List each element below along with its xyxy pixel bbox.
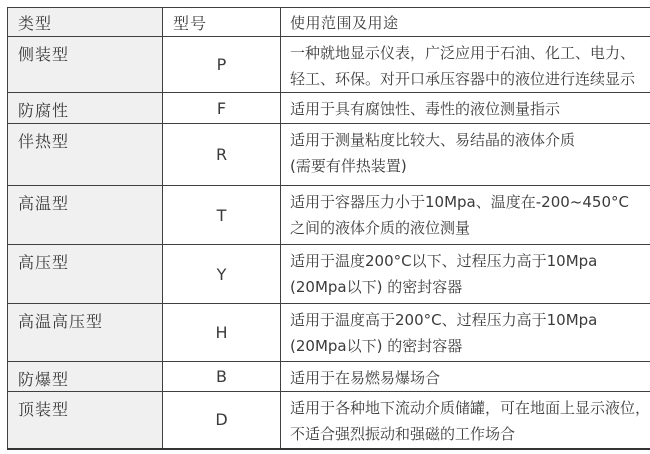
usage-line: 适用于各种地下流动介质储罐，可在地面上显示液位， — [290, 399, 650, 417]
usage-cell — [281, 93, 650, 124]
table-row — [8, 93, 650, 124]
usage-line: 适用于测量粘度比较大、易结晶的液体介质 — [290, 131, 576, 149]
usage-line: 适用于温度高于200°C、过程压力高于10Mpa — [290, 311, 598, 329]
usage-line: (需要有伴热装置) — [290, 157, 407, 175]
usage-cell — [281, 37, 650, 93]
usage-line: 不适合强烈振动和强磁的工作场合 — [290, 425, 516, 443]
table-row — [8, 37, 650, 93]
usage-line: (20Mpa以下) 的密封容器 — [290, 278, 463, 296]
header-row — [8, 8, 650, 37]
usage-line: 之间的液体介质的液位测量 — [290, 219, 471, 237]
table-row — [8, 245, 650, 304]
model-cell: D — [163, 392, 281, 449]
type-cell: 侧装型 — [8, 37, 163, 93]
model-cell: Y — [163, 245, 281, 304]
table-row — [8, 392, 650, 449]
table-body — [8, 37, 650, 449]
table-row — [8, 186, 650, 245]
table-row — [8, 362, 650, 392]
usage-line: 适用于温度200°C以下、过程压力高于10Mpa — [290, 252, 598, 270]
table-row — [8, 124, 650, 186]
model-cell: H — [163, 304, 281, 362]
spec-table — [7, 7, 650, 450]
model-cell: P — [163, 37, 281, 93]
usage-cell — [281, 392, 650, 449]
usage-cell — [281, 245, 650, 304]
model-cell: T — [163, 186, 281, 245]
header-type: 类型 — [8, 8, 163, 37]
header-model: 型号 — [163, 8, 281, 37]
usage-line: 适用于容器压力小于10Mpa、温度在-200~450°C — [290, 193, 629, 211]
usage-cell — [281, 362, 650, 392]
usage-line: 一种就地显示仪表，广泛应用于石油、化工、电力、 — [290, 44, 636, 62]
header-usage: 使用范围及用途 — [281, 8, 650, 37]
table-row — [8, 304, 650, 362]
type-cell: 高压型 — [8, 245, 163, 304]
model-cell: F — [163, 93, 281, 124]
type-cell: 顶装型 — [8, 392, 163, 449]
model-cell: B — [163, 362, 281, 392]
usage-cell — [281, 304, 650, 362]
type-cell: 防腐性 — [8, 93, 163, 124]
usage-line: (20Mpa以下) 的密封容器 — [290, 337, 463, 355]
type-cell: 高温高压型 — [8, 304, 163, 362]
usage-line: 适用于在易燃易爆场合 — [290, 369, 441, 387]
usage-cell — [281, 124, 650, 186]
type-cell: 防爆型 — [8, 362, 163, 392]
usage-line: 轻工、环保。对开口承压容器中的液位进行连续显示 — [290, 70, 636, 88]
model-cell: R — [163, 124, 281, 186]
usage-cell — [281, 186, 650, 245]
usage-line: 适用于具有腐蚀性、毒性的液位测量指示 — [290, 100, 561, 118]
type-cell: 伴热型 — [8, 124, 163, 186]
type-cell: 高温型 — [8, 186, 163, 245]
